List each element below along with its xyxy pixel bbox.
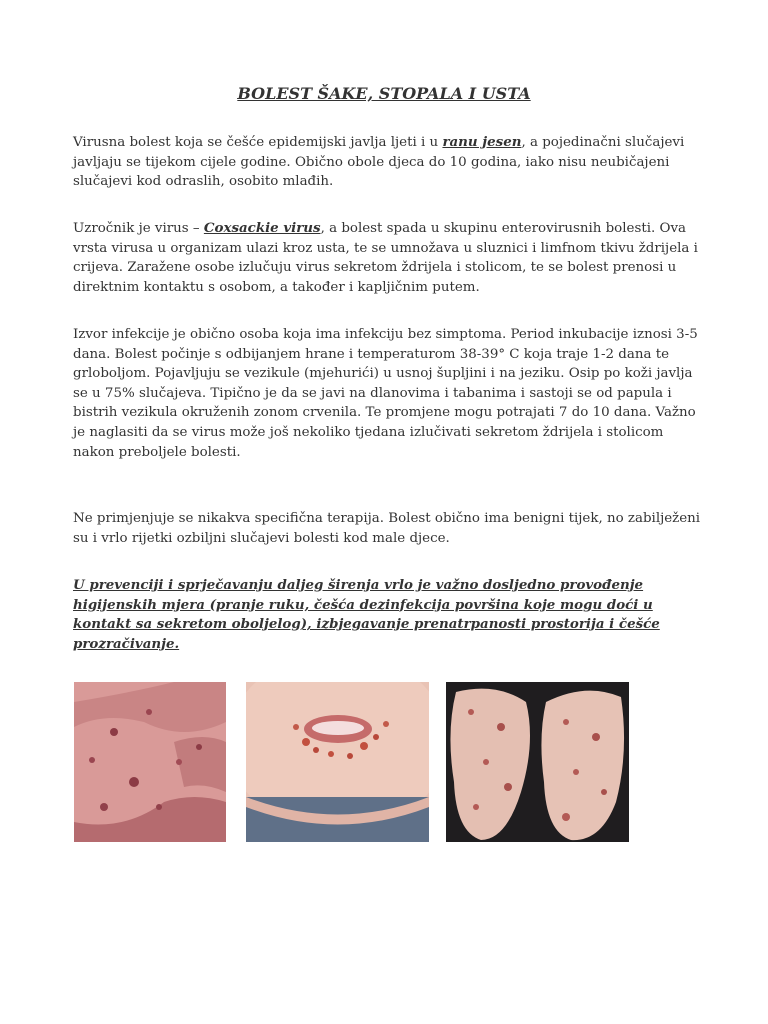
document-title: BOLEST ŠAKE, STOPALA I USTA [237,84,531,103]
paragraph-symptoms: Izvor infekcije je obično osoba koja ima infekciju bez simptoma. Period inkubacije iznosi 3-5 dana. Bolest počinje s odbijanjem hrane i temperaturom 38-39° C koja traje 1-2 dana te grloboljom. Pojavljuju se vezikule (mjehurići) u usnoj šupljini i na jeziku. Osip po koži javlja se u 75% slučajeva. Tipično je da se javi na dlanovima i tabanima i sastoji se od papula i bistrih vezikula okruženih zonom crvenila. Te promjene mogu potrajati 7 do 10 dana. Važno je naglasiti da se virus može još nekoliko tjedana izlučivati sekretom ždrijela i stolicom nakon preboljele bolesti. [73,327,698,460]
paragraph-therapy: Ne primjenjuje se nikakva specifična terapija. Bolest obično ima benigni tijek, no zabilježeni su i vrlo rijetki ozbiljni slučajevi bolesti kod male djece. [73,511,701,546]
paragraph-prevention: U prevenciji i sprječavanju daljeg širenja vrlo je važno dosljedno provođenje higijenskih mjera (pranje ruku, češća dezinfekcija površina koje mogu doći u kontakt sa sekretom oboljelog), izbjegavanje prenatrpanosti prostorija i češće prozračivanje. [73,577,660,652]
feet-rash-photo [446,682,629,842]
cause-text-start: Uzročnik je virus – [73,221,204,236]
intro-text-end: , a pojedinačni slučajevi javljaju se tijekom cijele godine. Obično obole djeca do 10 godina, iako nisu neubičajeni slučajevi kod odraslih, osobito mlađih. [73,135,685,190]
paragraph-intro [73,133,703,192]
emphasis-season: ranu jesen [442,134,522,150]
hand-rash-photo [74,682,226,842]
intro-text-start: Virusna bolest koja se češće epidemijski javlja ljeti i u [73,135,443,150]
cause-text-end: , a bolest spada u skupinu enterovirusnih bolesti. Ova vrsta virusa u organizam ulazi kroz usta, te se umnožava u sluznici i limfnom tkivu ždrijela i crijeva. Zaražene osobe izlučuju virus sekretom ždrijela i stolicom, te se bolest prenosi u direktnim kontaktu s osobom, a također i kapljičnim putem. [73,221,698,295]
mouth-lesions-photo [246,682,429,842]
emphasis-virus-name: Coxsackie virus [203,220,321,236]
paragraph-cause [73,219,703,297]
